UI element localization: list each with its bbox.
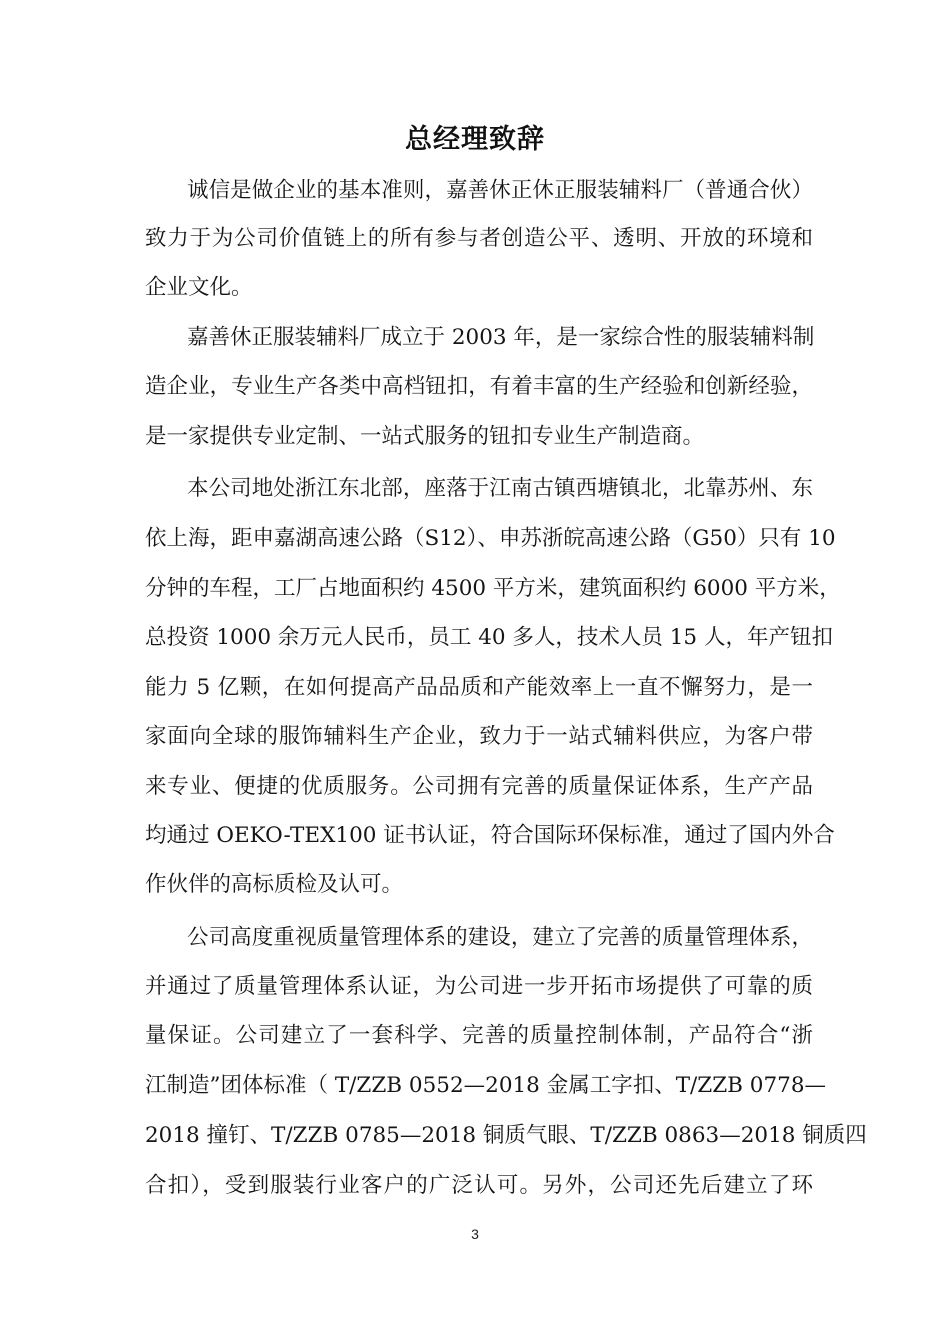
text-line: 企业文化。: [145, 275, 253, 300]
text-line: 并通过了质量管理体系认证，为公司进一步开拓市场提供了可靠的质: [145, 974, 813, 999]
text-line: 分钟的车程，工厂占地面积约 4500 平方米，建筑面积约 6000 平方米，: [145, 576, 841, 601]
text-line: 量保证。公司建立了一套科学、完善的质量控制体制，产品符合“浙: [145, 1023, 813, 1048]
text-line: 嘉善休正服装辅料厂成立于 2003 年，是一家综合性的服装辅料制: [187, 325, 815, 350]
page-number: 3: [471, 1226, 479, 1242]
page-title: 总经理致辞: [405, 124, 545, 155]
text-line: 作伙伴的高标质检及认可。: [145, 872, 404, 897]
text-line: 公司高度重视质量管理体系的建设，建立了完善的质量管理体系，: [187, 925, 813, 950]
text-line: 江制造”团体标准（ T/ZZB 0552—2018 金属工字扣、T/ZZB 0778—: [145, 1073, 826, 1098]
text-line: 造企业，专业生产各类中高档钮扣，有着丰富的生产经验和创新经验，: [145, 374, 813, 399]
text-line: 2018 撞钉、T/ZZB 0785—2018 铜质气眼、T/ZZB 0863—2018 铜质四: [145, 1123, 867, 1148]
text-line: 依上海，距申嘉湖高速公路（S12）、申苏浙皖高速公路（G50）只有 10: [145, 526, 836, 551]
text-line: 致力于为公司价值链上的所有参与者创造公平、透明、开放的环境和: [145, 226, 813, 251]
text-line: 来专业、便捷的优质服务。公司拥有完善的质量保证体系，生产产品: [145, 774, 813, 799]
text-line: 能力 5 亿颗，在如何提高产品品质和产能效率上一直不懈努力，是一: [145, 675, 813, 700]
text-line: 合扣），受到服装行业客户的广泛认可。另外，公司还先后建立了环: [145, 1173, 813, 1198]
text-line: 本公司地处浙江东北部，座落于江南古镇西塘镇北，北靠苏州、东: [187, 476, 813, 501]
text-line: 均通过 OEKO-TEX100 证书认证，符合国际环保标准，通过了国内外合: [145, 823, 835, 848]
text-line: 诚信是做企业的基本准则，嘉善休正休正服装辅料厂（普通合伙）: [187, 178, 813, 203]
text-line: 是一家提供专业定制、一站式服务的钮扣专业生产制造商。: [145, 424, 705, 449]
text-line: 家面向全球的服饰辅料生产企业，致力于一站式辅料供应，为客户带: [145, 724, 813, 749]
text-line: 总投资 1000 余万元人民币，员工 40 多人，技术人员 15 人，年产钮扣: [145, 625, 833, 650]
